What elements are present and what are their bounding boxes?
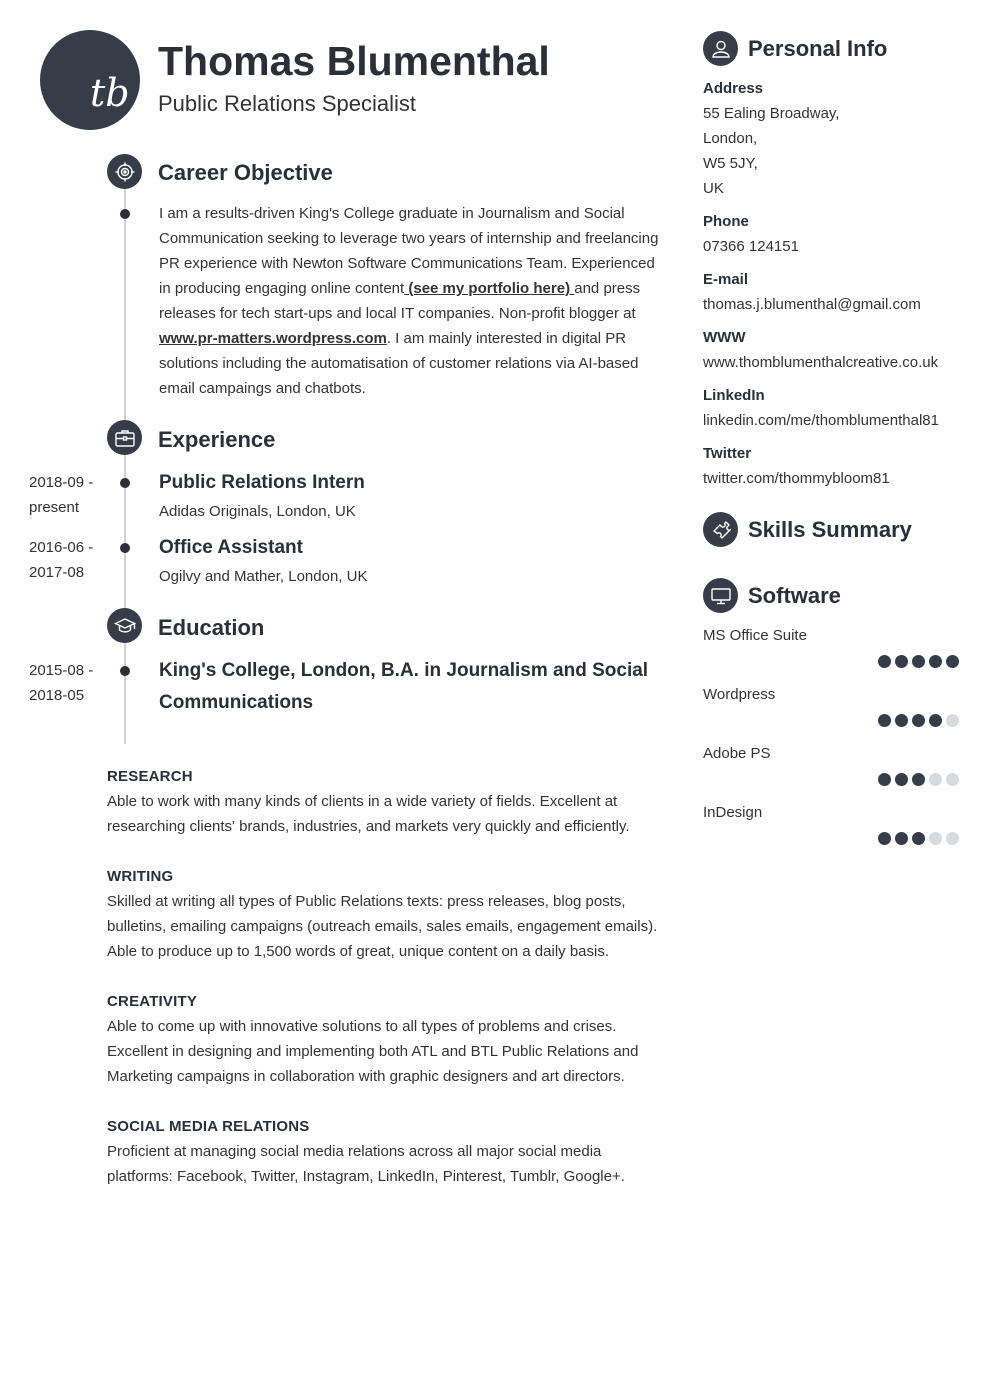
- linkedin-label: LinkedIn: [703, 387, 765, 404]
- monitor-icon: [703, 578, 738, 613]
- skill-heading: WRITING: [107, 868, 174, 885]
- date-start: 2016-06 -: [29, 539, 94, 556]
- address-line: W5 5JY,: [703, 155, 758, 172]
- address-line: 55 Ealing Broadway,: [703, 105, 840, 122]
- candidate-role: Public Relations Specialist: [158, 91, 417, 116]
- timeline-dot: [120, 209, 130, 219]
- software-title: Software: [748, 583, 841, 608]
- personal-info-title: Personal Info: [748, 36, 888, 61]
- portfolio-link[interactable]: (see my portfolio here): [404, 280, 575, 297]
- rating-dot-filled: [929, 655, 942, 668]
- education-date: [29, 658, 109, 708]
- software-name: Wordpress: [703, 686, 776, 703]
- job-title: Public Relations Intern: [159, 472, 365, 493]
- rating-dot-filled: [895, 832, 908, 845]
- job-company: Ogilvy and Mather, London, UK: [159, 568, 368, 585]
- monogram-initials: tb: [90, 71, 130, 115]
- education-title: Education: [158, 615, 265, 640]
- date-end: present: [29, 499, 80, 516]
- software-name: MS Office Suite: [703, 627, 807, 644]
- rating-dot-empty: [946, 714, 959, 727]
- briefcase-icon: [107, 420, 142, 455]
- software-name: Adobe PS: [703, 745, 771, 762]
- software-name: InDesign: [703, 804, 763, 821]
- address-line: UK: [703, 180, 724, 197]
- objective-text-part-2: and press releases for tech start-ups and local IT companies. Non-profit blogger at: [159, 280, 641, 322]
- objective-text-part-1: I am a results-driven King's College graduate in Journalism and Social Communication seeking to leverage two years of internship and freelancing PR experience with Newton Software Communications Team. Experienced in producing engaging online content: [159, 205, 659, 297]
- timeline-line-education: [124, 643, 126, 744]
- skill-heading: CREATIVITY: [107, 993, 198, 1010]
- rating-dot-filled: [912, 714, 925, 727]
- job-company: Adidas Originals, London, UK: [159, 503, 356, 520]
- rating-dot-filled: [895, 773, 908, 786]
- rating-dot-filled: [929, 714, 942, 727]
- person-icon: [703, 31, 738, 66]
- objective-text-part-3: . I am mainly interested in digital PR solutions including the automatisation of customer relations via AI-based email campaings and chatbots.: [159, 330, 639, 397]
- experience-date: [29, 470, 109, 520]
- skill-description: Proficient at managing social media relations across all major social media platforms: Facebook, Twitter, Instagram, LinkedIn, Pinterest, Tumblr, Google+.: [107, 1143, 625, 1185]
- linkedin-value[interactable]: linkedin.com/me/thomblumenthal81: [703, 412, 939, 429]
- graduation-cap-icon: [107, 608, 142, 643]
- blog-link[interactable]: www.pr-matters.wordpress.com: [159, 330, 387, 347]
- rating-dot-filled: [912, 832, 925, 845]
- date-start: 2015-08 -: [29, 662, 94, 679]
- date-end: 2017-08: [29, 564, 85, 581]
- career-objective-title: Career Objective: [158, 160, 333, 185]
- www-value[interactable]: www.thomblumenthalcreative.co.uk: [703, 354, 939, 371]
- phone-label: Phone: [703, 213, 749, 230]
- email-value[interactable]: thomas.j.blumenthal@gmail.com: [703, 296, 921, 313]
- rating-dot-filled: [946, 655, 959, 668]
- rating-dot-empty: [929, 773, 942, 786]
- career-objective-text: [159, 201, 664, 401]
- skill-heading: RESEARCH: [107, 768, 193, 785]
- email-label: E-mail: [703, 271, 749, 288]
- phone-value: 07366 124151: [703, 238, 799, 255]
- address-label: Address: [703, 80, 764, 97]
- rating-dot-filled: [878, 714, 891, 727]
- experience-date: [29, 535, 109, 585]
- rating-dot-empty: [946, 832, 959, 845]
- rating-dot-filled: [912, 773, 925, 786]
- skill-description: Able to work with many kinds of clients in a wide variety of fields. Excellent at researching clients' brands, industries, and markets very quickly and efficiently.: [107, 793, 630, 835]
- address-value: [703, 101, 839, 201]
- rating-dot-filled: [878, 655, 891, 668]
- skill-heading: SOCIAL MEDIA RELATIONS: [107, 1118, 310, 1135]
- timeline-dot: [120, 666, 130, 676]
- rating-dot-filled: [912, 655, 925, 668]
- www-label: WWW: [703, 329, 746, 346]
- monogram-avatar: [40, 30, 140, 130]
- date-start: 2018-09 -: [29, 474, 94, 491]
- education-degree: King's College, London, B.A. in Journalism and Social Communications: [159, 660, 649, 713]
- job-title: Office Assistant: [159, 537, 303, 558]
- rating-dot-filled: [895, 714, 908, 727]
- rating-dot-empty: [946, 773, 959, 786]
- skill-description: Able to come up with innovative solutions to all types of problems and crises. Excellent in designing and implementing both ATL and BTL Public Relations and Marketing campaigns in collaboration with graphic designers and art directors.: [107, 1018, 639, 1085]
- rating-dot-filled: [878, 773, 891, 786]
- software-rating: [878, 714, 959, 727]
- rating-dot-empty: [929, 832, 942, 845]
- candidate-name: Thomas Blumenthal: [158, 38, 550, 84]
- skill-description: Skilled at writing all types of Public Relations texts: press releases, blog posts, bulletins, emailing campaigns (outreach emails, sales emails, engagement emails). Able to produce up to 1,500 words of great, unique content on a daily basis.: [107, 893, 658, 960]
- puzzle-icon: [703, 512, 738, 547]
- rating-dot-filled: [878, 832, 891, 845]
- twitter-label: Twitter: [703, 445, 752, 462]
- experience-title: Experience: [158, 427, 276, 452]
- timeline-dot: [120, 543, 130, 553]
- date-end: 2018-05: [29, 687, 85, 704]
- software-rating: [878, 655, 959, 668]
- address-line: London,: [703, 130, 758, 147]
- software-rating: [878, 773, 959, 786]
- twitter-value[interactable]: twitter.com/thommybloom81: [703, 470, 890, 487]
- timeline-line-objective: [124, 188, 126, 422]
- software-rating: [878, 832, 959, 845]
- target-icon: [107, 154, 142, 189]
- rating-dot-filled: [895, 655, 908, 668]
- timeline-dot: [120, 478, 130, 488]
- skills-summary-title: Skills Summary: [748, 517, 912, 542]
